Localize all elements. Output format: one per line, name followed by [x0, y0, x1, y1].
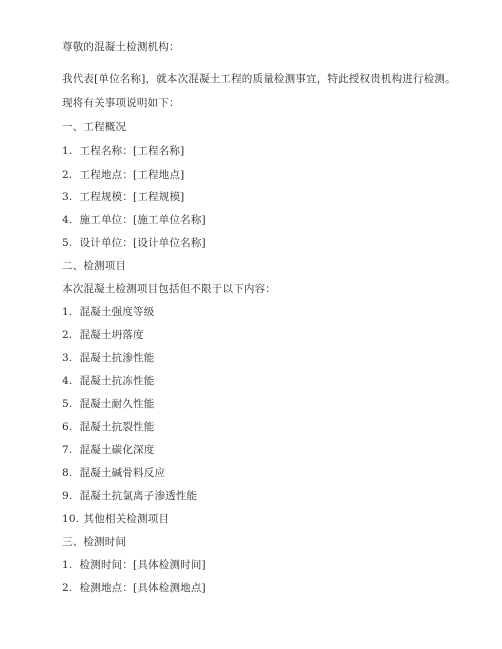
list-item-text: 混凝土强度等级 [79, 306, 155, 318]
list-item-number: 4. [62, 375, 73, 387]
list-item-number: 5. [62, 237, 73, 249]
list-item-text: 混凝土抗裂性能 [79, 421, 155, 433]
list-item [62, 168, 184, 182]
list-item-text: 工程规模：[工程规模] [79, 191, 185, 203]
list-item-text: 混凝土抗渗性能 [79, 352, 155, 364]
list-item [62, 443, 154, 457]
list-item [62, 489, 197, 503]
list-item-number: 6. [62, 421, 73, 433]
list-item-text: 混凝土碳化深度 [79, 444, 155, 456]
list-item [62, 558, 206, 572]
intro-paragraph-line-1: 我代表[单位名称]，就本次混凝土工程的质量检测事宜，特此授权贵机构进行检测。 [62, 73, 456, 85]
list-item [62, 397, 154, 411]
list-item [62, 236, 206, 250]
list-item-text: 混凝土碱骨料反应 [79, 467, 166, 479]
section-intro: 本次混凝土检测项目包括但不限于以下内容： [62, 283, 276, 295]
list-item-number: 1. [62, 306, 73, 318]
section-heading-overview: 一、工程概况 [62, 121, 127, 133]
list-item-number: 1. [62, 145, 73, 157]
list-item-text: 混凝土抗冻性能 [79, 375, 155, 387]
list-item-number: 3. [62, 191, 73, 203]
list-item [62, 466, 165, 480]
salutation: 尊敬的混凝土检测机构： [62, 41, 180, 53]
list-item-number: 3. [62, 352, 73, 364]
list-item [62, 328, 144, 342]
list-item-number: 8. [62, 467, 73, 479]
section-heading-time: 三、检测时间 [62, 536, 127, 548]
list-item [62, 213, 206, 227]
list-item-text: 混凝土抗氯离子渗透性能 [79, 490, 198, 502]
list-item-number: 2. [62, 169, 73, 181]
list-item-text: 混凝土耐久性能 [79, 398, 155, 410]
list-item-number: 5. [62, 398, 73, 410]
list-item-number: 2. [62, 329, 73, 341]
list-item-text: 检测地点：[具体检测地点] [79, 582, 206, 594]
list-item [62, 351, 154, 365]
list-item [62, 190, 184, 204]
list-item-number: 4. [62, 214, 73, 226]
list-item [62, 581, 206, 595]
list-item [62, 144, 184, 158]
list-item-number: 7. [62, 444, 73, 456]
list-item-text: 工程地点：[工程地点] [79, 169, 185, 181]
list-item-text: 工程名称：[工程名称] [79, 145, 185, 157]
list-item [62, 420, 154, 434]
list-item-text: 施工单位：[施工单位名称] [79, 214, 206, 226]
intro-paragraph-line-2: 现将有关事项说明如下： [62, 97, 180, 109]
list-item-number: 2. [62, 582, 73, 594]
list-item-text: 混凝土坍落度 [79, 329, 144, 341]
list-item [62, 305, 154, 319]
list-item-number: 10. [62, 513, 80, 525]
section-heading-items: 二、检测项目 [62, 260, 127, 272]
list-item-text: 检测时间：[具体检测时间] [79, 559, 206, 571]
list-item [62, 374, 154, 388]
list-item-text: 其他相关检测项目 [83, 513, 170, 525]
list-item-text: 设计单位：[设计单位名称] [79, 237, 206, 249]
list-item [62, 512, 169, 526]
list-item-number: 9. [62, 490, 73, 502]
list-item-number: 1. [62, 559, 73, 571]
